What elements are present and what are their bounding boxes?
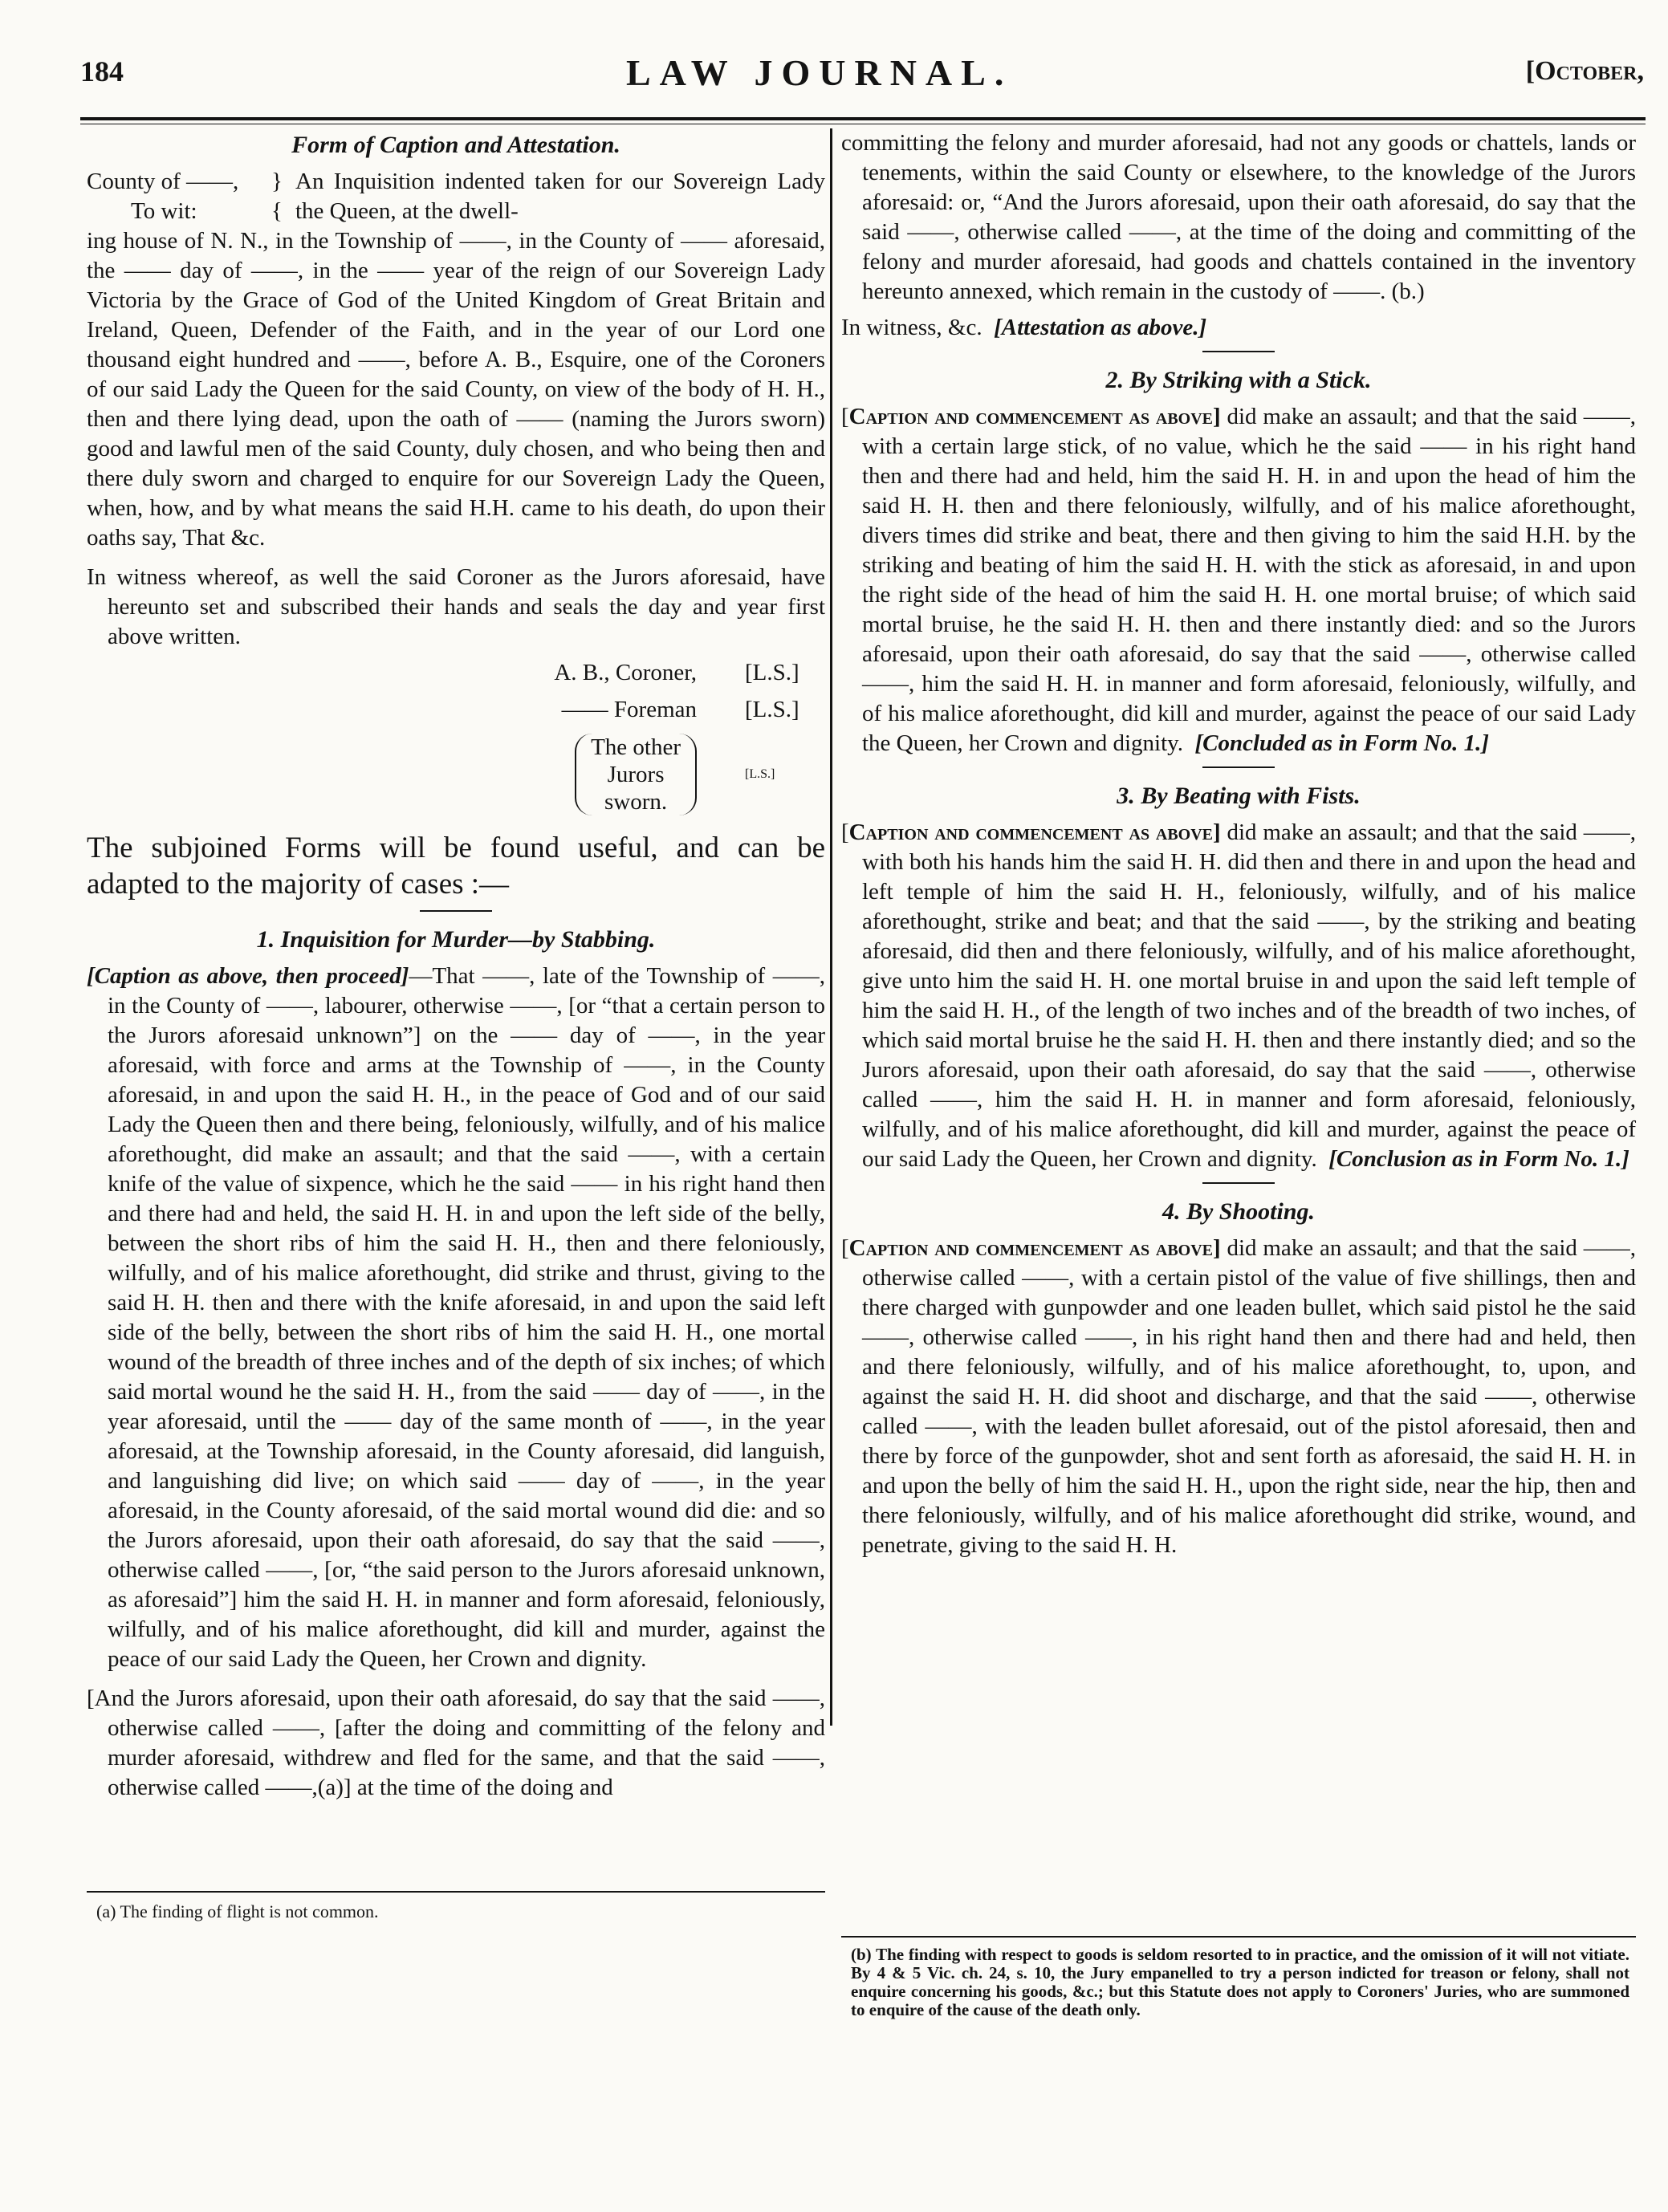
form-1-text: —That ——, late of the Township of ——, in the County of ——, labourer, otherwise ——, [or “that a certain person to the Jurors aforesaid unknown”] on the —— day of ——, in the year aforesaid, with force and arms at the Township of ——, in the County aforesaid, in and upon the said H. H., in the peace of God and of our said Lady the Queen then and there being, feloniously, wilfully, and of his malice aforethought, did make an assault; and that the said ——, with a certain knife of the value of sixpence, which he the said —— in his right hand then and there had and held, the said H. H. in and upon the left side of the belly, between the short ribs of him the said H. H., then and there feloniously, wilfully, and of his malice aforethought, did strike and thrust, giving to the said H. H. then and there with the knife aforesaid, in and upon the said left side of the belly, between the short ribs of him the said H. H., one mortal wound of the breadth of three inches and of the depth of six inches; of which said mortal wound he the said H. H., from the said —— day of ——, in the year aforesaid, until the —— day of the same month of ——, in the year aforesaid, at the Township aforesaid, in the County aforesaid, did languish, and languishing did live; on which said —— day of ——, in the year aforesaid, in the County aforesaid, of the said mortal wound did die: and so the Jurors aforesaid, upon their oath aforesaid, do say that the said ——, otherwise called ——, [or, “the said person to the Jurors aforesaid unknown, as aforesaid”] him the said H. H. in manner and form aforesaid, feloniously, wilfully, and of his malice aforethought, did kill and murder, against the peace of our said Lady the Queen, her Crown and dignity.: [108, 963, 826, 1672]
running-date: [October,: [1525, 56, 1644, 86]
forms-introduction: The subjoined Forms will be found useful, and can be adapted to the majority of cases :—: [87, 832, 825, 901]
form-1-heading: 1. Inquisition for Murder—by Stabbing.: [256, 926, 656, 953]
footnote-rule: [841, 1936, 1636, 1938]
form-3-text: did make an assault; and that the said ——, with both his hands him the said H. H. did then and there in and upon the head and left temple of him the said H. H., feloniously, wilfully, and of his malice aforethought, strike and beat; and that the said ——, by the striking and beating aforesaid, did then and there feloniously, wilfully, and of his malice aforethought, give unto him the said H. H. one mortal bruise in and upon the said left temple of him the said H. H., of the length of two inches and of the breadth of two inches, of which said mortal bruise he the said H. H. then and there instantly died; and so the Jurors aforesaid, upon their oath aforesaid, do say that the said ——, otherwise called ——, him the said H. H. in manner and form aforesaid, feloniously, wilfully, and of his malice aforethought, did kill and murder, against the peace of our said Lady the Queen, her Crown and dignity.: [862, 819, 1636, 1172]
form-2-text: did make an assault; and that the said ——, with a certain large stick, of no value, which he the said —— in his right hand then and there had and held, him the said H. H. in and upon the head of him the said H. H. then and there feloniously, wilfully, and of his malice aforethought, divers times did strike and beat, there and then giving to him the said H.H. by the striking and beating of him the said H. H. with the stick as aforesaid, in and upon the right side of the head of him the said H. H. one mortal bruise; of which said mortal bruise, he the said H. H. then and there instantly died: and so the Jurors aforesaid, upon their oath aforesaid, do say that the said ——, otherwise called ——, him the said H. H. in manner and form aforesaid, feloniously, wilfully, and of his malice aforethought, did kill and murder, against the peace of our said Lady the Queen, her Crown and dignity.: [862, 404, 1636, 756]
jurors-line: The other: [591, 734, 681, 760]
form-3-body: [Caption and commencement as above] did make an assault; and that the said ——, with both his hands him the said H. H. did then and there in and upon the head and left temple of him the said H. H., feloniously, wilfully, and of his malice aforethought, strike and beat; and that the said ——, by the striking and beating aforesaid, did then and there feloniously, wilfully, and of his malice aforethought, give unto him the said H. H. one mortal bruise in and upon the said left temple of him the said H. H., of the length of two inches and of the breadth of two inches, of which said mortal bruise he the said H. H. then and there instantly died; and so the Jurors aforesaid, upon their oath aforesaid, do say that the said ——, otherwise called ——, him the said H. H. in manner and form aforesaid, feloniously, wilfully, and of his malice aforethought, did kill and murder, against the peace of our said Lady the Queen, her Crown and dignity. [Conclusion as in Form No. 1.]: [841, 819, 1636, 1172]
signature-jurors: [87, 734, 825, 815]
section-rule: [1202, 766, 1275, 768]
form-1-lead: [Caption as above, then proceed]: [87, 963, 409, 989]
page-number: 184: [80, 55, 124, 87]
form-2-heading: 2. By Striking with a Stick.: [1105, 367, 1372, 393]
signature-foreman: [87, 693, 825, 726]
right-column: [841, 128, 1636, 1560]
caption-opening: An Inquisition indented taken for our Sovereign Lady the Queen, at the dwell-: [295, 169, 825, 224]
form-caption-heading: Form of Caption and Attestation.: [291, 132, 620, 158]
section-rule: [1202, 351, 1275, 352]
form-4-lead: Caption and commencement as above]: [848, 1235, 1221, 1261]
seal-mark: [L.S.]: [745, 697, 799, 722]
running-title: LAW JOURNAL.: [626, 52, 1013, 93]
signature-name: —— Foreman: [561, 697, 697, 722]
form-3-heading: 3. By Beating with Fists.: [1117, 783, 1361, 809]
witness-prefix: In witness, &c.: [841, 315, 982, 340]
jurors-brace: [575, 734, 697, 815]
footnote-rule: [87, 1891, 825, 1893]
header-rule: [80, 117, 1646, 120]
footnote-b: (b) The finding with respect to goods is seldom resorted to in practice, and the omission of it will not vitiate. By 4 & 5 Vic. ch. 24, s. 10, the Jury empanelled to try a person indicted for treason or felony, shall not enquire concerning his goods, &c.; but this Statute does not apply to Coroners' Juries, who are summoned to enquire of the cause of the death only.: [851, 1945, 1629, 2019]
caption-to-wit: To wit:: [131, 198, 197, 224]
form-4-heading: 4. By Shooting.: [1161, 1198, 1316, 1225]
seal-mark: [L.S.]: [745, 767, 775, 781]
form-2-end: [Concluded as in Form No. 1.]: [1194, 730, 1490, 756]
signature-coroner: [87, 657, 825, 689]
caption-county: County of ——,: [87, 169, 239, 194]
form-3-end: [Conclusion as in Form No. 1.]: [1328, 1146, 1629, 1172]
caption-venue: [87, 167, 271, 226]
section-rule: [420, 910, 492, 912]
form-1-alternative: [And the Jurors aforesaid, upon their oath aforesaid, do say that the said ——, otherwise called ——, [after the doing and committing of the felony and murder aforesaid, withdrew and fled for the same, and that the said ——, otherwise called ——,(a)] at the time of the doing and: [87, 1685, 825, 1800]
caption-body: ing house of N. N., in the Township of ——, in the County of —— aforesaid, the —— day of ——, in the —— year of the reign of our Sovereign Lady Victoria by the Grace of God of the United Kingdom of Great Britain and Ireland, Queen, Defender of the Faith, and in the year of our Lord one thousand eight hundred and ——, before A. B., Esquire, one of the Coroners of our said Lady the Queen for the said County, on view of the body of H. H., then and there lying dead, upon the oath of —— (naming the Jurors sworn) good and lawful men of the said County, duly chosen, and who being then and there duly sworn and charged to enquire for our Sovereign Lady the Queen, when, how, and by what means the said H.H. came to his death, do upon their oaths say, That &c.: [87, 228, 825, 551]
left-column: [87, 128, 825, 1803]
witness-note: [Attestation as above.]: [994, 315, 1207, 340]
form-1-continuation: committing the felony and murder aforesaid, had not any goods or chattels, lands or tenements, within the said County or elsewhere, to the knowledge of the Jurors aforesaid: or, “And the Jurors aforesaid, upon their oath aforesaid, do say that the said ——, otherwise called ——, at the time of the doing and committing of the felony and murder aforesaid, had goods and chattels contained in the inventory hereunto annexed, which remain in the custody of ——. (b.): [841, 130, 1636, 304]
signature-name: A. B., Coroner,: [554, 660, 697, 685]
witness-clause: In witness whereof, as well the said Coroner as the Jurors aforesaid, have hereunto set and subscribed their hands and seals the day and year first above written.: [87, 564, 825, 649]
form-1-witness: [841, 313, 1636, 343]
caption-venue-block: [87, 167, 825, 226]
jurors-line: Jurors: [607, 762, 665, 787]
section-rule: [1202, 1182, 1275, 1184]
footnote-a: (a) The finding of flight is not common.: [96, 1901, 379, 1921]
column-divider: [830, 128, 832, 1726]
form-4-body: [Caption and commencement as above] did make an assault; and that the said ——, otherwise called ——, with a certain pistol of the value of five shillings, then and there charged with gunpowder and one leaden bullet, which said pistol he the said ——, otherwise called ——, in his right hand then and there had and held, then and there feloniously, wilfully, and of his malice aforethought, to, upon, and against the said H. H. did shoot and discharge, and that the said ——, otherwise called ——, with the leaden bullet aforesaid, out of the pistol aforesaid, then and there by force of the gunpowder, shot and sent forth as aforesaid, the said H. H. in and upon the belly of him the said H. H., upon the right side, near the hip, then and there feloniously, wilfully, and of his malice aforethought did strike, wound, and penetrate, giving to the said H. H.: [841, 1235, 1636, 1558]
caption-brace: } {: [271, 169, 283, 224]
seal-mark: [L.S.]: [745, 660, 799, 685]
form-1-body: [87, 962, 825, 1674]
jurors-line: sworn.: [604, 789, 668, 815]
form-3-lead: Caption and commencement as above]: [848, 819, 1221, 845]
form-4-text: did make an assault; and that the said ——, otherwise called ——, with a certain pistol of the value of five shillings, then and there charged with gunpowder and one leaden bullet, which said pistol he the said ——, otherwise called ——, in his right hand then and there had and held, then and there feloniously, wilfully, and of his malice aforethought, to, upon, and against the said H. H. did shoot and discharge, and that the said ——, otherwise called ——, with the leaden bullet aforesaid, out of the pistol aforesaid, then and there by force of the gunpowder, shot and sent forth as aforesaid, the said H. H. in and upon the belly of him the said H. H., upon the right side, near the hip, then and there feloniously, wilfully, and of his malice aforethought did strike, wound, and penetrate, giving to the said H. H.: [862, 1235, 1636, 1558]
form-2-body: [Caption and commencement as above] did make an assault; and that the said ——, with a certain large stick, of no value, which he the said —— in his right hand then and there had and held, him the said H. H. in and upon the head of him the said H. H. then and there feloniously, wilfully, and of his malice aforethought, divers times did strike and beat, there and then giving to him the said H.H. by the striking and beating of him the said H. H. with the stick as aforesaid, in and upon the right side of the head of him the said H. H. one mortal bruise; of which said mortal bruise, he the said H. H. then and there instantly died: and so the Jurors aforesaid, upon their oath aforesaid, do say that the said ——, otherwise called ——, him the said H. H. in manner and form aforesaid, feloniously, wilfully, and of his malice aforethought, did kill and murder, against the peace of our said Lady the Queen, her Crown and dignity. [Concluded as in Form No. 1.]: [841, 404, 1636, 756]
form-2-lead: Caption and commencement as above]: [848, 404, 1221, 429]
